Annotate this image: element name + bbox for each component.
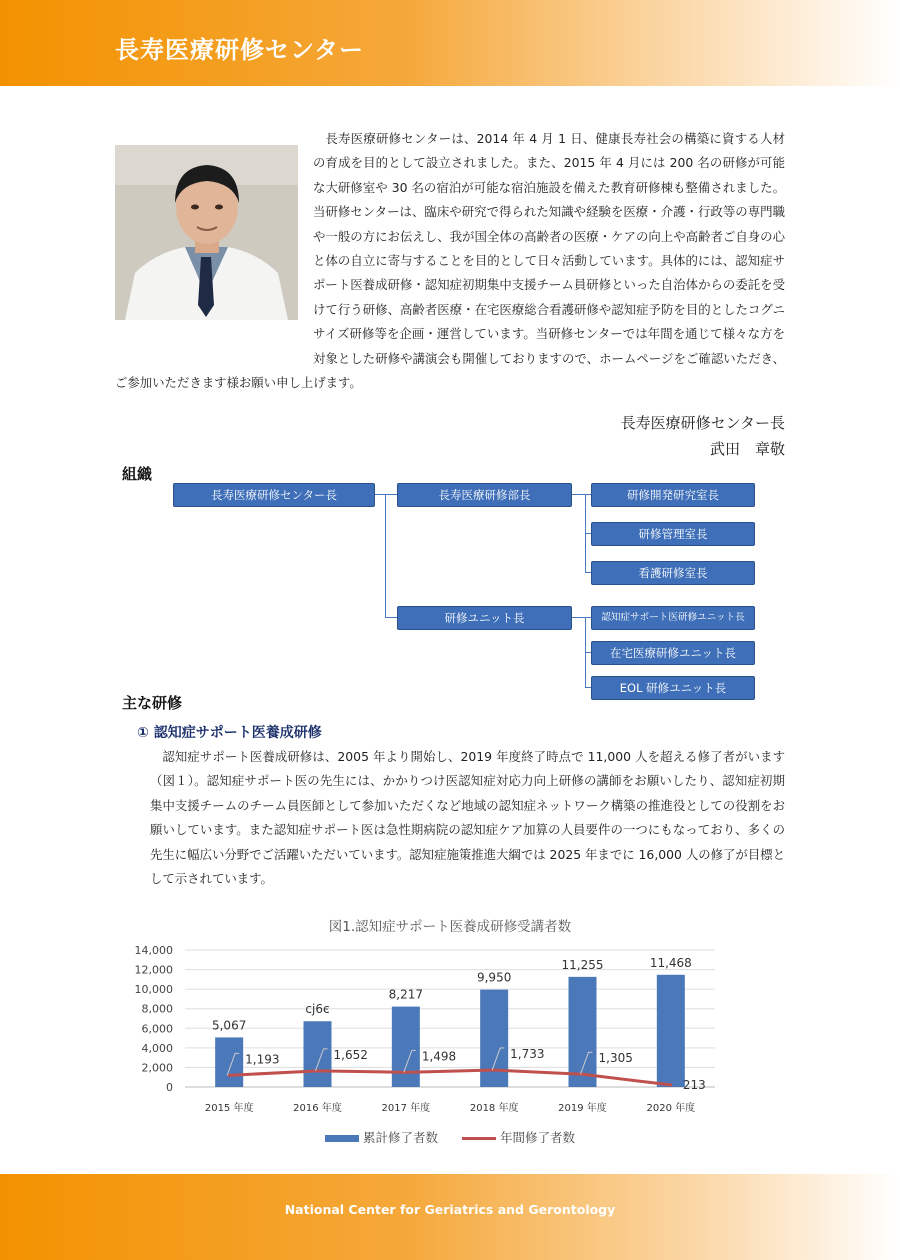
x-tick-label: 2018 年度	[469, 1103, 519, 1114]
line-point	[228, 1074, 231, 1077]
bar-value-label: 11,255	[561, 957, 604, 972]
org-leaf-box: EOL 研修ユニット長	[591, 676, 755, 700]
x-tick-label: 2020 年度	[646, 1103, 696, 1114]
chart-title: 図1.認知症サポート医養成研修受講者数	[328, 919, 572, 935]
bar-line-chart	[0, 930, 900, 1125]
x-tick-label: 2015 年度	[204, 1103, 254, 1114]
y-tick-label: 12,000	[134, 963, 173, 977]
x-tick-label: 2017 年度	[381, 1103, 431, 1114]
chart-legend	[0, 1128, 900, 1146]
org-leaf-box: 認知症サポート医研修ユニット長	[591, 606, 755, 630]
legend-label-bar: 累計修了者数	[362, 1130, 438, 1145]
line-series	[229, 1070, 671, 1085]
line-value-label: 1,193	[245, 1052, 280, 1067]
bar	[657, 975, 685, 1087]
line-value-label: 1,498	[421, 1049, 457, 1064]
line-value-label: 1,733	[510, 1047, 545, 1062]
org-branch1-box: 長寿医療研修部長	[397, 483, 572, 507]
bar-value-label: 9,950	[476, 970, 512, 985]
intro-section	[115, 127, 785, 395]
y-tick-label: 10,000	[134, 983, 173, 997]
y-tick-label: 8,000	[141, 1002, 173, 1016]
legend-swatch-line	[462, 1137, 496, 1140]
line-value-label: 1,652	[333, 1047, 368, 1062]
page-header	[0, 0, 900, 86]
line-point	[493, 1069, 496, 1072]
training-heading: 主な研修	[122, 694, 183, 712]
intro-paragraph: 長寿医療研修センターは、2014 年 4 月 1 日、健康長寿社会の構築に資する人材の育成を目的として設立されました。また、2015 年 4 月には 200 名の研修が可能な大研修室や 30 名の宿泊が可能な宿泊施設を備えた教育研修棟も整備されました。当研修センターは、臨床や研究で得られた知識や経験を医療・介護・行政等の専門職や一般の方にお伝えし、我が国全体の高齢者の医療・ケアの向上や高齢者ご自身の心と体の自立に寄与することを目的として日々活動しています。具体的には、認知症サポート医養成研修・認知症初期集中支援チーム員研修といった自治体からの委託を受けて行う研修、高齢者医療・在宅医療総合看護研修や認知症予防を目的としたコグニサイズ研修等を企画・運営しています。当研修センターでは年間を通じて様々な方を対象とした研修や講演会も開催しておりますので、ホームページをご確認いただき、ご参加いただきます様お願い申し上げます。	[115, 131, 785, 391]
signature-title: 長寿医療研修センター長	[620, 414, 785, 432]
line-value-label: 213	[682, 1077, 706, 1092]
photo-spacer	[115, 127, 313, 359]
y-tick-label: 2,000	[141, 1061, 173, 1075]
bar-value-label: 11,468	[649, 955, 692, 970]
y-tick-label: 4,000	[141, 1041, 173, 1055]
bar	[392, 1007, 420, 1087]
bar	[480, 990, 508, 1087]
org-connector	[571, 494, 591, 495]
org-root-box: 長寿医療研修センター長	[173, 483, 375, 507]
org-connector	[385, 617, 397, 618]
legend-item-line	[462, 1128, 575, 1146]
bar	[569, 977, 597, 1087]
org-leaf-box: 看護研修室長	[591, 561, 755, 585]
line-point	[316, 1069, 319, 1072]
org-leaf-box: 研修管理室長	[591, 522, 755, 546]
header-title: 長寿医療研修センター	[115, 36, 365, 64]
org-leaf-box: 研修開発研究室長	[591, 483, 755, 507]
y-tick-label: 6,000	[141, 1022, 173, 1036]
legend-item-bar	[325, 1128, 438, 1146]
org-connector	[385, 494, 386, 618]
training-paragraph: 認知症サポート医養成研修は、2005 年より開始し、2019 年度終了時点で 11,000 人を超える修了者がいます（図１）。認知症サポート医の先生には、かかりつけ医認知症対応力向上研修の講師をお願いしたり、認知症初期集中支援チームのチーム員医師として参加いただくなど地域の認知症ネットワーク構築の推進役としての役割をお願いしています。また認知症サポート医は急性期病院の認知症ケア加算の人員要件の一つにもなっており、多くの先生に幅広い分野でご活躍いただいています。認知症施策推進大綱では 2025 年までに 16,000 人の修了が目標として示されています。	[150, 749, 785, 887]
bar	[304, 1021, 332, 1087]
training-body	[150, 745, 785, 891]
line-point	[669, 1083, 672, 1086]
org-branch2-box: 研修ユニット長	[397, 606, 572, 630]
legend-swatch-bar	[325, 1135, 359, 1142]
bar-value-label: cj6є	[305, 1002, 330, 1017]
legend-label-line: 年間修了者数	[499, 1130, 575, 1145]
org-leaf-box: 在宅医療研修ユニット長	[591, 641, 755, 665]
training-subheading: ① 認知症サポート医養成研修	[137, 725, 322, 741]
x-tick-label: 2019 年度	[558, 1103, 607, 1114]
bar-value-label: 5,067	[211, 1018, 247, 1033]
y-tick-label: 0	[166, 1081, 173, 1094]
x-tick-label: 2016 年度	[293, 1103, 342, 1114]
bar-value-label: 8,217	[388, 987, 424, 1002]
line-point	[404, 1071, 407, 1074]
org-connector	[571, 617, 591, 618]
signature-name: 武田 章敬	[709, 440, 785, 458]
footer-text: National Center for Geriatrics and Gerontology	[284, 1202, 616, 1217]
bar	[215, 1037, 243, 1087]
org-heading: 組織	[122, 465, 153, 483]
page-footer	[0, 1174, 900, 1260]
y-tick-label: 14,000	[134, 944, 173, 957]
line-point	[581, 1073, 584, 1076]
org-connector	[375, 494, 397, 495]
line-value-label: 1,305	[598, 1051, 633, 1066]
